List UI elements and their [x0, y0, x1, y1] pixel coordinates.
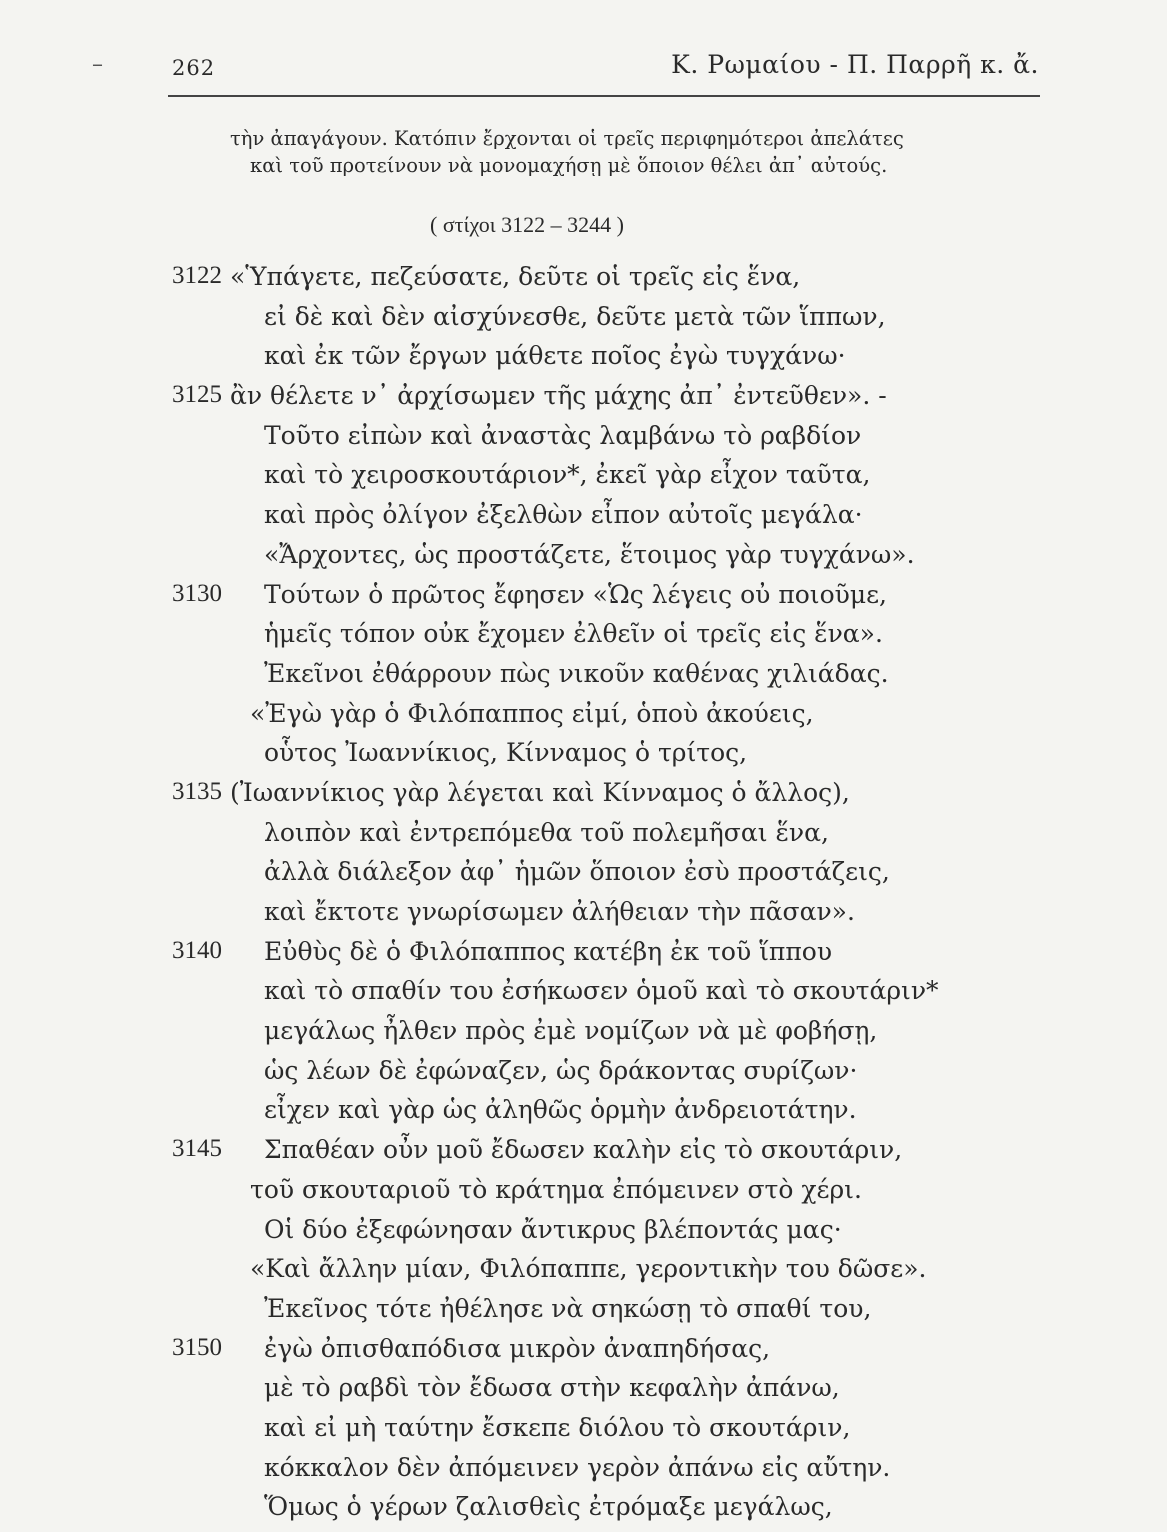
- summary-line: τὴν ἀπαγάγουν. Κατόπιν ἔρχονται οἱ τρεῖς περιφημότεροι ἀπελάτες: [230, 127, 904, 150]
- verse-text: ἂν θέλετε ν᾽ ἀρχίσωμεν τῆς μάχης ἀπ᾽ ἐντεῦθεν». -: [230, 381, 887, 411]
- verse-number: 3125: [172, 381, 222, 409]
- verse-line: [172, 1016, 1092, 1056]
- verse-line: [172, 302, 1092, 342]
- verse-text: Ἐκεῖνοι ἐθάρρουν πὼς νικοῦν καθένας χιλιάδας.: [264, 658, 889, 688]
- verse-text: «Ἄρχοντες, ὡς προστάζετε, ἕτοιμος γὰρ τυγχάνω».: [264, 539, 915, 569]
- verse-text: εἶχεν καὶ γὰρ ὡς ἀληθῶς ὁρμὴν ἀνδρειοτάτην.: [264, 1095, 857, 1125]
- verse-text: ἀλλὰ διάλεξον ἀφ᾽ ἡμῶν ὅποιον ἐσὺ προστάζεις,: [264, 857, 890, 887]
- verse-number: 3150: [172, 1333, 222, 1361]
- verse-text: ἐγὼ ὀπισθαπόδισα μικρὸν ἀναπηδήσας,: [264, 1333, 771, 1363]
- verse-line: [172, 500, 1092, 540]
- verse-number: 3122: [172, 262, 222, 289]
- verse-line: [172, 1056, 1092, 1096]
- verse-text: μεγάλως ἦλθεν πρὸς ἐμὲ νομίζων νὰ μὲ φοβήσῃ,: [264, 1016, 878, 1046]
- verse-number: 3130: [172, 579, 222, 607]
- verse-line: [172, 738, 1092, 778]
- verse-text: κόκκαλον δὲν ἀπόμεινεν γερὸν ἀπάνω εἰς αὔτην.: [264, 1452, 891, 1482]
- verse-text: Εὐθὺς δὲ ὁ Φιλόπαππος κατέβη ἐκ τοῦ ἵππου: [264, 936, 833, 966]
- verse-line: [172, 778, 1092, 818]
- verse-line: [172, 976, 1092, 1016]
- verse-text: «Ὑπάγετε, πεζεύσατε, δεῦτε οἱ τρεῖς εἰς ἕνα,: [230, 262, 801, 291]
- verse-line: [172, 699, 1092, 739]
- verse-line: [172, 619, 1092, 659]
- verse-text: καὶ εἰ μὴ ταύτην ἔσκεπε διόλου τὸ σκουτάριν,: [264, 1412, 851, 1442]
- verse-text: «Καὶ ἄλλην μίαν, Φιλόπαππε, γεροντικὴν του δῶσε».: [250, 1254, 927, 1284]
- verse-text: (Ἰωαννίκιος γὰρ λέγεται καὶ Κίνναμος ὁ ἄλλος),: [230, 777, 850, 807]
- verse-line: [172, 897, 1092, 937]
- verse-text: Σπαθέαν οὖν μοῦ ἔδωσεν καλὴν εἰς τὸ σκουτάριν,: [264, 1135, 903, 1165]
- prose-summary: [230, 125, 990, 179]
- verse-text: λοιπὸν καὶ ἐντρεπόμεθα τοῦ πολεμῆσαι ἕνα,: [264, 817, 829, 847]
- verse-text: Οἱ δύο ἐξεφώνησαν ἄντικρυς βλέποντάς μας·: [264, 1214, 842, 1244]
- verse-text: εἰ δὲ καὶ δὲν αἰσχύνεσθε, δεῦτε μετὰ τῶν ἵππων,: [264, 301, 886, 331]
- verse-text: τοῦ σκουταριοῦ τὸ κράτημα ἐπόμεινεν στὸ χέρι.: [250, 1174, 862, 1204]
- verse-text: καὶ πρὸς ὀλίγον ἐξελθὼν εἶπον αὐτοῖς μεγάλα·: [264, 500, 863, 530]
- verse-line: [172, 540, 1092, 580]
- verse-line: [172, 1254, 1092, 1294]
- verse-line: [172, 580, 1092, 620]
- verse-text: οὗτος Ἰωαννίκιος, Κίνναμος ὁ τρίτος,: [264, 738, 748, 768]
- verse-line: [172, 937, 1092, 977]
- verse-text: Ἐκεῖνος τότε ἠθέλησε νὰ σηκώσῃ τὸ σπαθί του,: [264, 1293, 872, 1323]
- verse-text: μὲ τὸ ραβδὶ τὸν ἔδωσα στὴν κεφαλὴν ἀπάνω,: [264, 1373, 840, 1403]
- verse-text: «Ἐγὼ γὰρ ὁ Φιλόπαππος εἰμί, ὁποὺ ἀκούεις,: [250, 698, 814, 728]
- verse-line: [172, 1095, 1092, 1135]
- verse-line: [172, 857, 1092, 897]
- verse-line: [172, 1413, 1092, 1453]
- verse-line: [172, 421, 1092, 461]
- verse-line: [172, 262, 1092, 302]
- margin-dash: –: [92, 52, 103, 77]
- verse-text: καὶ ἐκ τῶν ἔργων μάθετε ποῖος ἐγὼ τυγχάνω·: [264, 341, 846, 371]
- verse-line: [172, 818, 1092, 858]
- verse-text: Ὅμως ὁ γέρων ζαλισθεὶς ἐτρόμαξε μεγάλως,: [264, 1492, 833, 1522]
- verse-line: [172, 1215, 1092, 1255]
- verse-line: [172, 1135, 1092, 1175]
- verse-line: [172, 659, 1092, 699]
- header-rule: [168, 95, 1040, 97]
- verse-number: 3140: [172, 936, 222, 964]
- verse-text: ὡς λέων δὲ ἐφώναζεν, ὡς δράκοντας συρίζων·: [264, 1055, 858, 1085]
- verse-line: [172, 1373, 1092, 1413]
- verse-line: [172, 460, 1092, 500]
- verse-text: Τούτων ὁ πρῶτος ἔφησεν «Ὡς λέγεις οὐ ποιοῦμε,: [264, 579, 887, 609]
- verse-block: [172, 262, 1092, 1532]
- page-number: 262: [172, 56, 216, 80]
- verse-text: καὶ τὸ χειροσκουτάριον*, ἐκεῖ γὰρ εἶχον ταῦτα,: [264, 460, 871, 490]
- verse-text: καὶ ἔκτοτε γνωρίσωμεν ἀλήθειαν τὴν πᾶσαν».: [264, 897, 855, 926]
- verse-line: [172, 1492, 1092, 1532]
- verse-line: [172, 341, 1092, 381]
- verse-text: καὶ τὸ σπαθίν του ἐσήκωσεν ὁμοῦ καὶ τὸ σκουτάριν*: [264, 976, 939, 1006]
- verse-text: Τοῦτο εἰπὼν καὶ ἀναστὰς λαμβάνω τὸ ραβδίον: [264, 420, 862, 450]
- verse-line: [172, 381, 1092, 421]
- verse-range: ( στίχοι 3122 – 3244 ): [430, 212, 624, 237]
- verse-line: [172, 1294, 1092, 1334]
- summary-line: καὶ τοῦ προτείνουν νὰ μονομαχήσῃ μὲ ὅποιον θέλει ἀπ᾽ αὐτούς.: [250, 154, 888, 177]
- verse-line: [172, 1453, 1092, 1493]
- running-head: Κ. Ρωμαίου - Π. Παρρῆ κ. ἄ.: [671, 50, 1039, 79]
- verse-line: [172, 1334, 1092, 1374]
- verse-text: ἡμεῖς τόπον οὐκ ἔχομεν ἐλθεῖν οἱ τρεῖς εἰς ἕνα».: [264, 619, 883, 649]
- verse-number: 3135: [172, 777, 222, 805]
- verse-line: [172, 1175, 1092, 1215]
- verse-number: 3145: [172, 1135, 222, 1163]
